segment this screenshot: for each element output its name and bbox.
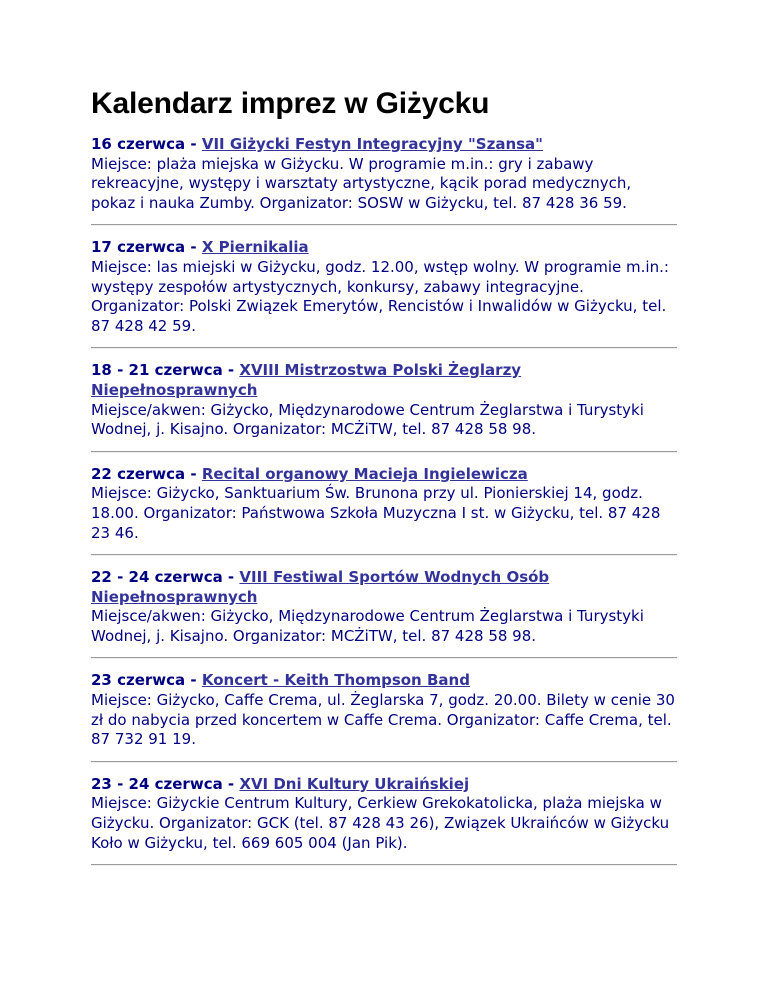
event-entry <box>91 135 677 213</box>
event-name-link[interactable]: XVIII Mistrzostwa Polski Żeglarzy Niepełnosprawnych <box>91 361 522 399</box>
event-heading <box>91 135 677 155</box>
divider <box>91 554 677 556</box>
event-details: Miejsce: Giżycko, Sanktuarium Św. Brunona przy ul. Pionierskiej 14, godz. 18.00. Organizator: Państwowa Szkoła Muzyczna I st. w Giżycku, tel. 87 428 23 46. <box>91 484 661 542</box>
event-date: 22 czerwca - <box>91 464 202 483</box>
event-entry <box>91 361 677 439</box>
divider <box>91 347 677 349</box>
event-heading <box>91 238 677 258</box>
event-entry <box>91 775 677 853</box>
divider <box>91 451 677 453</box>
divider <box>91 657 677 659</box>
event-name-link[interactable]: Koncert - Keith Thompson Band <box>201 671 470 690</box>
event-date: 16 czerwca - <box>91 135 202 153</box>
divider <box>91 224 677 226</box>
event-list <box>91 135 677 866</box>
event-details: Miejsce: plaża miejska w Giżycku. W programie m.in.: gry i zabawy rekreacyjne, występy i warsztaty artystyczne, kącik porad medycznych, pokaz i nauka Zumby. Organizator: SOSW w Giżycku, tel. 87 428 36 59. <box>91 154 632 212</box>
event-heading <box>91 775 677 795</box>
event-date: 23 - 24 czerwca - <box>91 774 240 793</box>
event-name-link[interactable]: VIII Festiwal Sportów Wodnych Osób Niepełnosprawnych <box>91 568 550 606</box>
event-date: 23 czerwca - <box>91 671 202 690</box>
page-title: Kalendarz imprez w Giżycku <box>91 87 490 120</box>
event-entry <box>91 465 677 543</box>
event-name-link[interactable]: VII Giżycki Festyn Integracyjny "Szansa" <box>201 135 543 153</box>
event-name-link[interactable]: X Piernikalia <box>201 238 309 257</box>
event-name-link[interactable]: Recital organowy Macieja Ingielewicza <box>201 464 528 483</box>
event-date: 17 czerwca - <box>91 238 202 257</box>
event-heading <box>91 361 677 400</box>
event-details: Miejsce/akwen: Giżycko, Międzynarodowe Centrum Żeglarstwa i Turystyki Wodnej, j. Kisajno. Organizator: MCŻiTW, tel. 87 428 58 98. <box>91 400 644 439</box>
event-entry <box>91 568 677 646</box>
event-details: Miejsce/akwen: Giżycko, Międzynarodowe Centrum Żeglarstwa i Turystyki Wodnej, j. Kisajno. Organizator: MCŻiTW, tel. 87 428 58 98. <box>91 607 644 645</box>
divider <box>91 761 677 763</box>
event-heading <box>91 465 677 485</box>
divider <box>91 864 677 866</box>
event-heading <box>91 568 677 607</box>
event-heading <box>91 671 677 691</box>
event-details: Miejsce: Giżyckie Centrum Kultury, Cerkiew Grekokatolicka, plaża miejska w Giżycku. Organizator: GCK (tel. 87 428 43 26), Związek Ukraińców w Giżycku Koło w Giżycku, tel. 669 605 004 (Jan Pik). <box>91 794 670 852</box>
event-details: Miejsce: Giżycko, Caffe Crema, ul. Żeglarska 7, godz. 20.00. Bilety w cenie 30 zł do nabycia przed koncertem w Caffe Crema. Organizator: Caffe Crema, tel. 87 732 91 19. <box>91 691 675 749</box>
event-date: 18 - 21 czerwca - <box>91 361 240 380</box>
event-entry <box>91 671 677 749</box>
event-details: Miejsce: las miejski w Giżycku, godz. 12.00, wstęp wolny. W programie m.in.: występy zespołów artystycznych, konkursy, zabawy integracyjne. Organizator: Polski Związek Emerytów, Rencistów i Inwalidów w Giżycku, tel. 87 428 42 59. <box>91 257 669 335</box>
event-name-link[interactable]: XVI Dni Kultury Ukraińskiej <box>239 774 470 793</box>
event-entry <box>91 238 677 336</box>
document-page <box>91 84 677 878</box>
event-date: 22 - 24 czerwca - <box>91 568 240 587</box>
